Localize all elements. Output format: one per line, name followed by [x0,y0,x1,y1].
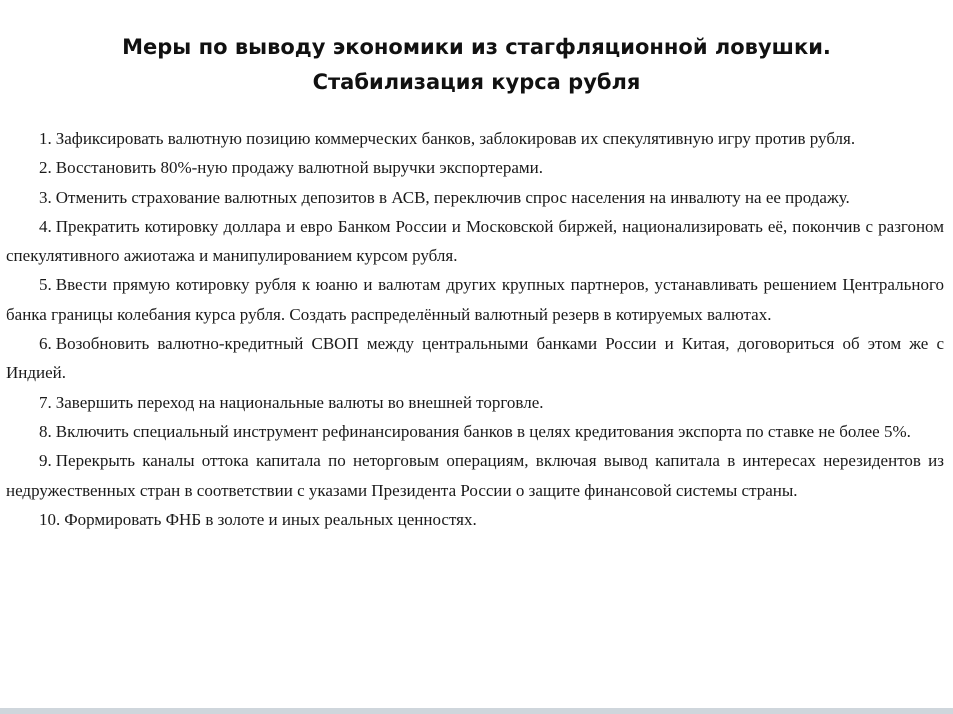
item-number: 7. [39,392,52,412]
list-item [6,329,944,388]
measures-list [6,124,944,534]
item-text: Формировать ФНБ в золоте и иных реальных ценностях. [64,509,477,529]
slide-title-line-2: Стабилизация курса рубля [312,70,641,94]
list-item [6,212,944,271]
item-text: Перекрыть каналы оттока капитала по неторговым операциям, включая вывод капитала в интересах нерезидентов из недружественных стран в соответствии с указами Президента России о защите финансовой системы страны. [6,451,944,500]
item-text: Прекратить котировку доллара и евро Банком России и Московской биржей, национализировать её, покончив с разгоном спекулятивного ажиотажа и манипулированием курсом рубля. [6,216,944,266]
item-number: 2. [39,158,52,178]
list-item [6,417,944,446]
list-item [6,388,944,417]
item-number: 3. [39,187,52,207]
list-item [6,505,944,534]
list-item [6,124,944,153]
item-text: Зафиксировать валютную позицию коммерческих банков, заблокировав их спекулятивную игру против рубля. [55,129,856,148]
slide-title [0,30,953,100]
item-text: Включить специальный инструмент рефинансирования банков в целях кредитования экспорта по ставке не более 5%. [55,421,911,441]
item-text: Завершить переход на национальные валюты во внешней торговле. [55,392,544,412]
item-number: 4. [39,216,52,236]
list-item [6,183,944,212]
item-number: 1. [39,129,52,148]
slide-title-line-1: Меры по выводу экономики из стагфляционной ловушки. [122,35,831,59]
item-number: 5. [39,275,52,295]
list-item [6,270,944,329]
item-number: 6. [39,334,52,354]
item-number: 9. [39,451,52,471]
item-text: Возобновить валютно-кредитный СВОП между центральными банками России и Китая, договориться об этом же с Индией. [6,334,944,383]
item-text: Восстановить 80%-ную продажу валютной выручки экспортерами. [55,158,543,178]
item-text: Отменить страхование валютных депозитов в АСВ, переключив спрос населения на инвалюту на ее продажу. [55,187,850,207]
bottom-edge-strip [0,708,953,714]
list-item [6,153,944,182]
item-number: 10. [39,509,61,529]
list-item [6,446,944,505]
item-text: Ввести прямую котировку рубля к юаню и валютам других крупных партнеров, устанавливать решением Центрального банка границы колебания курса рубля. Создать распределённый валютный резерв в котируемых валютах. [6,275,944,324]
item-number: 8. [39,421,52,441]
